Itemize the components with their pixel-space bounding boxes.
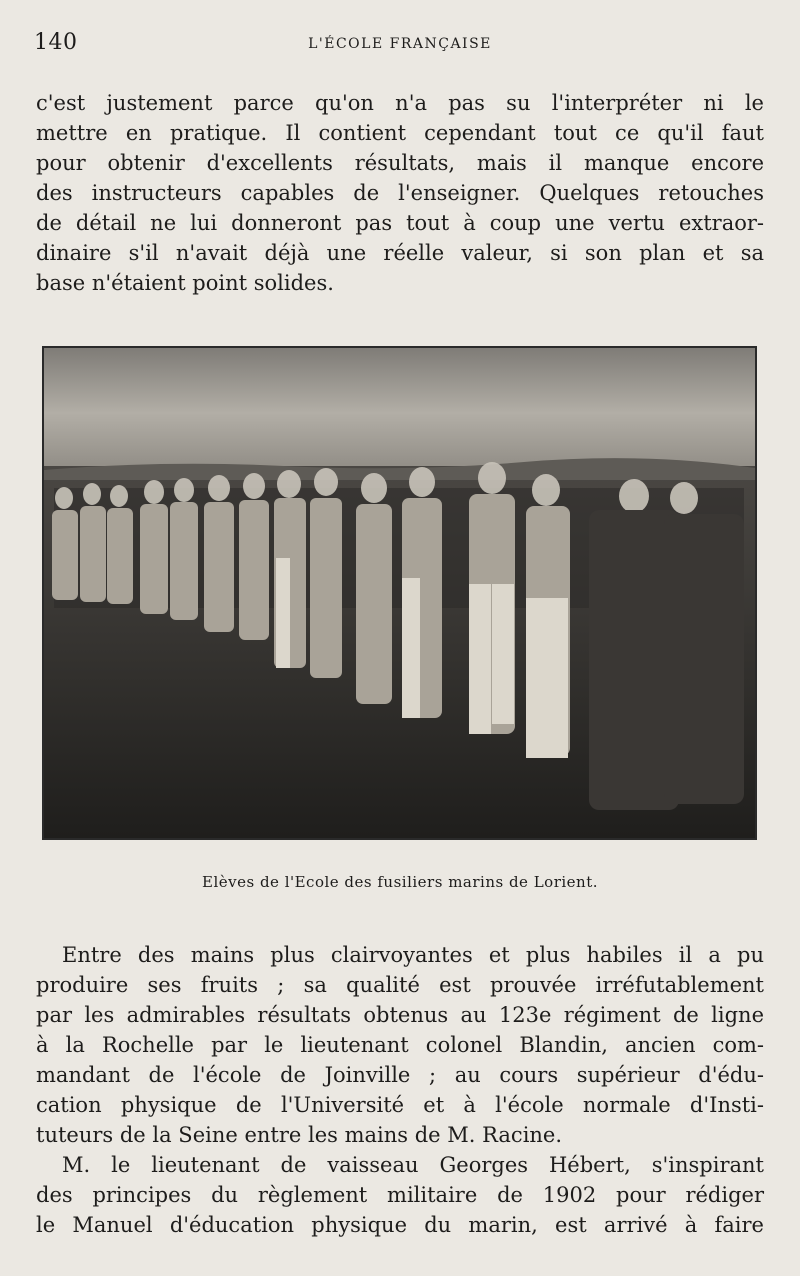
- text-line: M. le lieutenant de vaisseau Georges Hébert, s'inspirant: [62, 1153, 764, 1177]
- text-line: par les admirables résultats obtenus au 123e régiment de ligne: [36, 1003, 764, 1027]
- photograph-fusiliers-marins: [42, 346, 757, 840]
- photo-rendering: [44, 348, 755, 838]
- page-header: [34, 30, 766, 60]
- text-line: cation physique de l'Université et à l'école normale d'Insti-: [36, 1093, 764, 1117]
- text-line: tuteurs de la Seine entre les mains de M. Racine.: [36, 1123, 563, 1147]
- paragraph-1: [36, 88, 764, 298]
- paragraph-2: [36, 940, 764, 1240]
- text-line: des principes du règlement militaire de 1902 pour rédiger: [36, 1183, 764, 1207]
- text-line: mettre en pratique. Il contient cependant tout ce qu'il faut: [36, 121, 764, 145]
- text-line: Entre des mains plus clairvoyantes et plus habiles il a pu: [62, 943, 764, 967]
- text-line: base n'étaient point solides.: [36, 271, 334, 295]
- figure-caption: Elèves de l'Ecole des fusiliers marins de Lorient.: [202, 873, 598, 891]
- running-head: L'ÉCOLE FRANÇAISE: [308, 36, 492, 52]
- text-line: des instructeurs capables de l'enseigner. Quelques retouches: [36, 181, 764, 205]
- text-line: produire ses fruits ; sa qualité est prouvée irréfutablement: [36, 973, 764, 997]
- text-line: le Manuel d'éducation physique du marin, est arrivé à faire: [36, 1213, 764, 1237]
- page-number: 140: [34, 30, 78, 55]
- text-line: mandant de l'école de Joinville ; au cours supérieur d'édu-: [36, 1063, 764, 1087]
- text-line: dinaire s'il n'avait déjà une réelle valeur, si son plan et sa: [36, 241, 764, 265]
- text-line: à la Rochelle par le lieutenant colonel Blandin, ancien com-: [36, 1033, 764, 1057]
- text-line: de détail ne lui donneront pas tout à coup une vertu extraor-: [36, 211, 764, 235]
- text-line: c'est justement parce qu'on n'a pas su l'interpréter ni le: [36, 91, 764, 115]
- text-line: pour obtenir d'excellents résultats, mais il manque encore: [36, 151, 764, 175]
